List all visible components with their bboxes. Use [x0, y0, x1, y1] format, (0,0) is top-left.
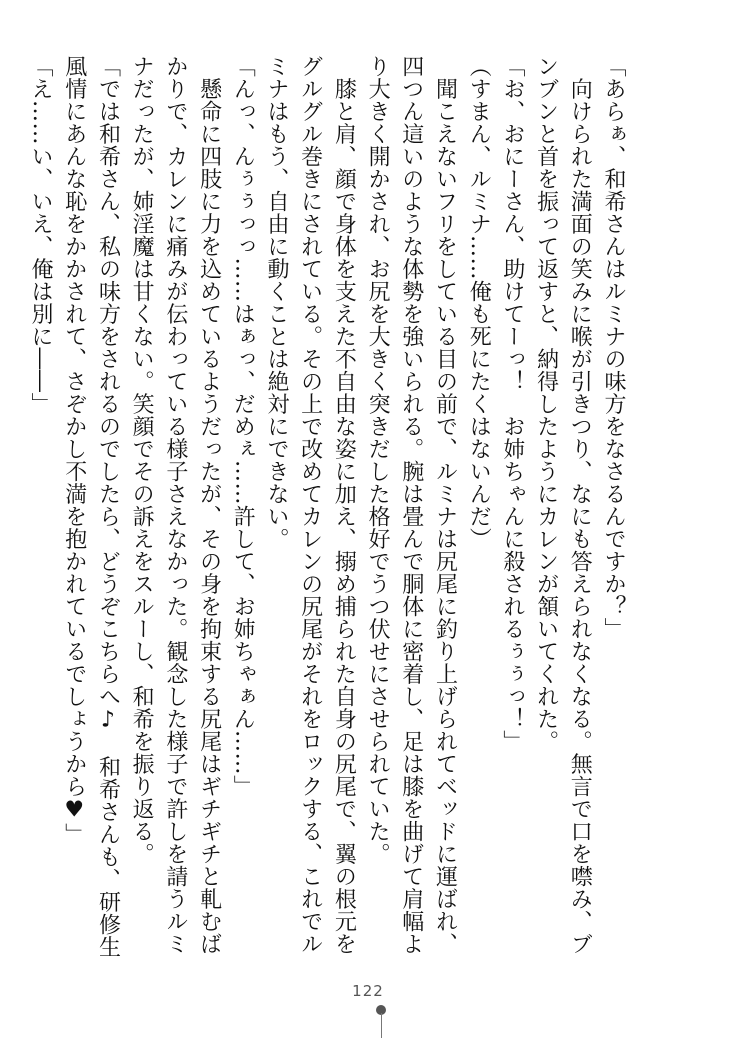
text-line: 風情にあんな恥をかかされて、さぞかし不満を抱かれているでしょうから♥」 [61, 55, 87, 846]
text-line: 「え……い、いえ、俺は別に――」 [28, 55, 54, 415]
text-line: 四つん這いのような体勢を強いられる。腕は畳んで胴体に密着し、足は膝を曲げて肩幅よ [398, 55, 424, 955]
marker-line [381, 1013, 382, 1038]
page-number: 122 [352, 982, 384, 1000]
text-line: ナだったが、姉淫魔は甘くない。笑顔でその訴えをスルーし、和希を振り返る。 [129, 55, 155, 865]
text-line: ミナはもう、自由に動くことは絶対にできない。 [263, 55, 289, 550]
text-line: 聞こえないフリをしている目の前で、ルミナは尻尾に釣り上げられてベッドに運ばれ、 [432, 55, 458, 955]
text-line: 「あらぁ、和希さんはルミナの味方をなさるんですか？」 [601, 55, 626, 640]
text-line: り大きく開かされ、お尻を大きく突きだした格好でうつ伏せにさせられていた。 [365, 55, 391, 865]
text-line: かりで、カレンに痛みが伝わっている様子さえなかった。観念した様子で許しを請うルミ [162, 55, 188, 955]
text-line: 向けられた満面の笑みに喉が引きつり、なにも答えられなくなる。無言で口を噤み、ブ [567, 55, 593, 955]
text-line: 膝と肩、顔で身体を支えた不自由な姿に加え、搦め捕られた自身の尻尾で、翼の根元を [331, 55, 357, 955]
text-line: ンブンと首を振って返すと、納得したようにカレンが頷いてくれた。 [533, 55, 559, 753]
text-line: 懸命に四肢に力を込めているようだったが、その身を拘束する尻尾はギチギチと軋むば [196, 55, 222, 955]
page-marker [376, 1005, 386, 1038]
text-line: 「んっ、んぅぅっっ……はぁっ、だめぇ……許して、お姉ちゃぁん……」 [230, 55, 256, 798]
vertical-text-body [28, 55, 630, 965]
text-line: グルグル巻きにされている。その上で改めてカレンの尻尾がそれをロックする、これでル [297, 55, 323, 955]
text-line: 「お、おにーさん、助けてーっ！ お姉ちゃんに殺されるぅぅっ！」 [499, 55, 525, 753]
text-line: （すまん、ルミナ……俺も死にたくはないんだ） [466, 55, 492, 550]
text-line: 「では和希さん、私の味方をされるのでしたら、どうぞこちらへ♪ 和希さんも、研修生 [95, 55, 121, 958]
